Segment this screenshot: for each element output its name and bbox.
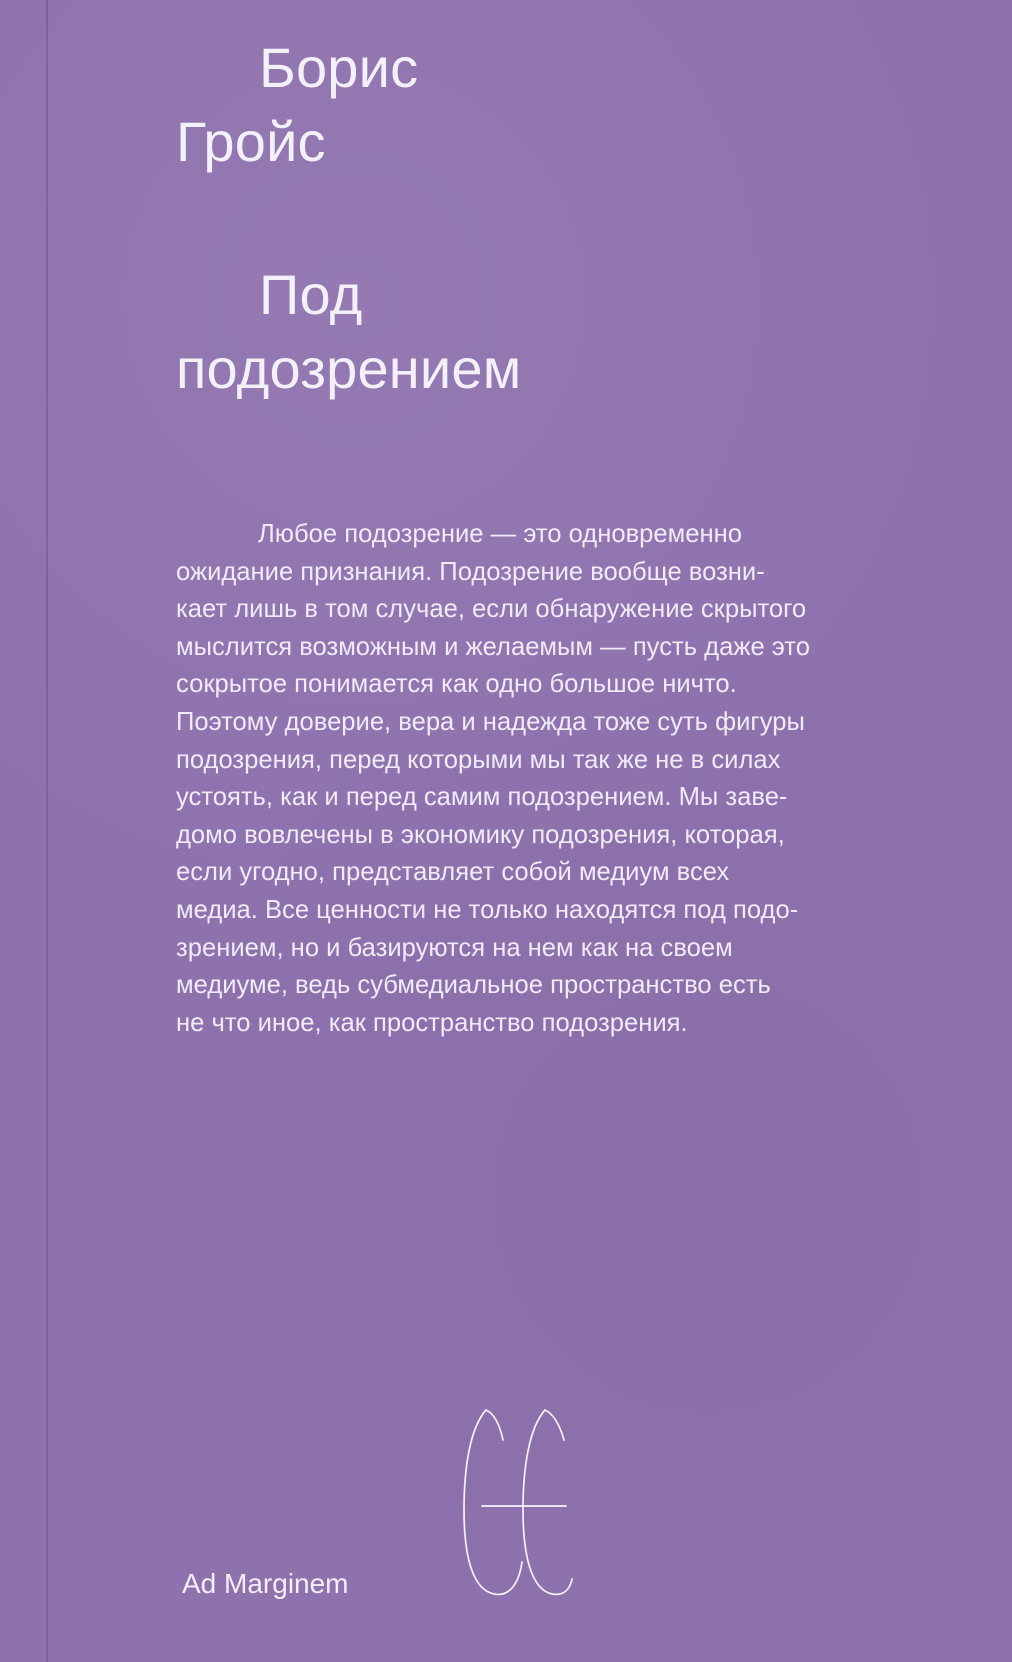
blurb-line: не что иное, как пространство подозрения.	[176, 1008, 688, 1037]
blurb-line: ожидание признания. Подозрение вообще возни-	[176, 557, 765, 586]
blurb-line: сокрытое понимается как одно большое ничто.	[176, 670, 737, 699]
author-first-name: Борис	[259, 36, 419, 99]
blurb-line: зрением, но и базируются на нем как на своем	[176, 933, 733, 962]
blurb-line: кает лишь в том случае, если обнаружение скрытого	[176, 595, 807, 624]
blurb-line: Любое подозрение — это одновременно	[258, 520, 742, 548]
author-last-name: Гройс	[176, 110, 326, 173]
blurb-line: домо вовлечены в экономику подозрения, которая,	[176, 820, 785, 849]
blurb-line: мыслится возможным и желаемым — пусть даже это	[176, 632, 810, 661]
blurb-line: медиуме, ведь субмедиальное пространство есть	[176, 971, 771, 1000]
publisher-name: Ad Marginem	[182, 1568, 349, 1599]
spine-fold-line	[46, 0, 48, 1662]
blurb-line: медиа. Все ценности не только находятся под подо-	[176, 895, 799, 924]
cover-blurb	[176, 516, 962, 1042]
gc-monogram-icon	[462, 1402, 574, 1598]
book-title-line-1: Под	[259, 263, 363, 326]
blurb-line: подозрения, перед которыми мы так же не в силах	[176, 745, 781, 774]
blurb-line: устоять, как и перед самим подозрением. Мы заве-	[176, 783, 788, 812]
book-title-line-2: подозрением	[176, 337, 522, 400]
blurb-line: если угодно, представляет собой медиум всех	[176, 858, 730, 887]
blurb-line: Поэтому доверие, вера и надежда тоже суть фигуры	[176, 707, 805, 736]
